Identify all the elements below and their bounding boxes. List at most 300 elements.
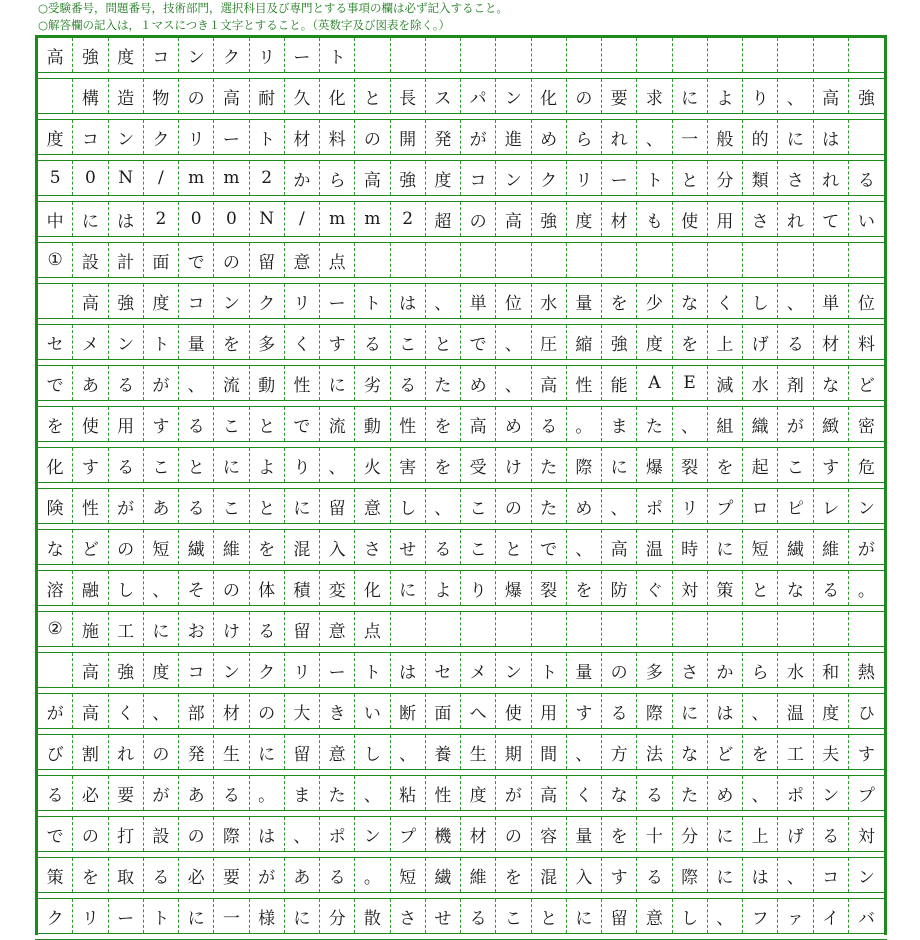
answer-cell[interactable]: た bbox=[426, 366, 461, 400]
answer-cell[interactable]: 部 bbox=[179, 694, 214, 728]
answer-cell[interactable]: 期 bbox=[496, 735, 531, 769]
answer-cell[interactable]: に bbox=[179, 899, 214, 933]
answer-cell[interactable]: は bbox=[814, 120, 849, 154]
answer-cell[interactable]: パ bbox=[461, 79, 496, 113]
answer-cell[interactable]: す bbox=[144, 407, 179, 441]
answer-cell[interactable]: 工 bbox=[109, 612, 144, 646]
answer-cell[interactable] bbox=[391, 612, 426, 646]
answer-cell[interactable]: の bbox=[179, 817, 214, 851]
answer-cell[interactable]: 0 bbox=[214, 202, 249, 236]
answer-cell[interactable]: 使 bbox=[673, 202, 708, 236]
answer-cell[interactable]: 火 bbox=[355, 448, 390, 482]
answer-cell[interactable]: 高 bbox=[73, 694, 108, 728]
answer-cell[interactable]: 意 bbox=[355, 489, 390, 523]
answer-cell[interactable]: 開 bbox=[391, 120, 426, 154]
answer-cell[interactable]: 度 bbox=[144, 284, 179, 318]
answer-cell[interactable]: コ bbox=[144, 38, 179, 72]
answer-cell[interactable]: 減 bbox=[708, 366, 743, 400]
answer-cell[interactable]: 防 bbox=[602, 571, 637, 605]
answer-cell[interactable] bbox=[637, 243, 672, 277]
answer-cell[interactable]: め bbox=[567, 489, 602, 523]
answer-cell[interactable]: す bbox=[857, 744, 875, 765]
answer-cell[interactable]: の bbox=[109, 530, 144, 564]
answer-cell[interactable]: の bbox=[250, 694, 285, 728]
answer-cell[interactable]: 留 bbox=[320, 489, 355, 523]
answer-cell[interactable]: 、 bbox=[144, 694, 179, 728]
answer-cell[interactable]: 材 bbox=[814, 325, 849, 359]
answer-cell[interactable]: れ bbox=[109, 735, 144, 769]
answer-cell[interactable]: 、 bbox=[426, 489, 461, 523]
answer-cell[interactable]: 、 bbox=[567, 530, 602, 564]
answer-cell[interactable]: げ bbox=[743, 325, 778, 359]
answer-cell[interactable] bbox=[637, 38, 672, 72]
answer-cell[interactable]: ク bbox=[144, 120, 179, 154]
answer-cell[interactable]: 温 bbox=[637, 530, 672, 564]
answer-cell[interactable]: 2 bbox=[391, 202, 426, 236]
answer-cell[interactable]: 溶 bbox=[38, 571, 73, 605]
answer-cell[interactable]: レ bbox=[814, 489, 849, 523]
answer-cell[interactable]: 留 bbox=[285, 612, 320, 646]
answer-cell[interactable]: 強 bbox=[109, 284, 144, 318]
answer-cell[interactable]: 水 bbox=[778, 653, 813, 687]
answer-cell[interactable]: 材 bbox=[602, 202, 637, 236]
answer-cell[interactable]: 機 bbox=[426, 817, 461, 851]
answer-cell[interactable]: 0 bbox=[73, 161, 108, 195]
answer-cell[interactable]: N bbox=[250, 202, 285, 236]
answer-cell[interactable]: 爆 bbox=[637, 448, 672, 482]
answer-cell[interactable]: ン bbox=[496, 653, 531, 687]
answer-cell[interactable]: あ bbox=[285, 858, 320, 892]
answer-cell[interactable] bbox=[814, 38, 849, 72]
answer-cell[interactable] bbox=[391, 38, 426, 72]
answer-cell[interactable]: コ bbox=[461, 161, 496, 195]
answer-cell[interactable]: 的 bbox=[743, 120, 778, 154]
answer-cell[interactable]: 大 bbox=[285, 694, 320, 728]
answer-cell[interactable]: 使 bbox=[496, 694, 531, 728]
answer-cell[interactable]: 施 bbox=[73, 612, 108, 646]
answer-cell[interactable]: 進 bbox=[496, 120, 531, 154]
answer-cell[interactable]: 化 bbox=[38, 448, 73, 482]
answer-cell[interactable]: る bbox=[144, 858, 179, 892]
answer-cell[interactable]: 一 bbox=[214, 899, 249, 933]
answer-cell[interactable] bbox=[426, 612, 461, 646]
answer-cell[interactable]: に bbox=[73, 202, 108, 236]
answer-cell[interactable]: 策 bbox=[38, 858, 73, 892]
answer-cell[interactable]: 入 bbox=[567, 858, 602, 892]
answer-cell[interactable]: の bbox=[214, 243, 249, 277]
answer-cell[interactable]: 単 bbox=[461, 284, 496, 318]
answer-cell[interactable]: N bbox=[109, 161, 144, 195]
answer-cell[interactable]: 性 bbox=[426, 776, 461, 810]
answer-cell[interactable]: プ bbox=[857, 785, 875, 806]
answer-cell[interactable]: ト bbox=[144, 899, 179, 933]
answer-cell[interactable] bbox=[496, 243, 531, 277]
answer-cell[interactable]: ト bbox=[637, 161, 672, 195]
answer-cell[interactable]: を bbox=[567, 571, 602, 605]
answer-cell[interactable]: 、 bbox=[743, 776, 778, 810]
answer-cell[interactable]: 度 bbox=[144, 653, 179, 687]
answer-cell[interactable]: る bbox=[814, 817, 849, 851]
answer-cell[interactable]: ① bbox=[38, 243, 73, 277]
answer-cell[interactable]: こ bbox=[144, 448, 179, 482]
answer-cell[interactable]: 面 bbox=[426, 694, 461, 728]
answer-cell[interactable]: こ bbox=[461, 530, 496, 564]
answer-cell[interactable]: は bbox=[391, 284, 426, 318]
answer-cell[interactable]: ト bbox=[320, 38, 355, 72]
answer-cell[interactable]: ク bbox=[250, 284, 285, 318]
answer-cell[interactable]: 0 bbox=[179, 202, 214, 236]
answer-cell[interactable]: て bbox=[814, 202, 849, 236]
answer-cell[interactable]: 高 bbox=[532, 776, 567, 810]
answer-cell[interactable]: 起 bbox=[743, 448, 778, 482]
answer-cell[interactable]: 分 bbox=[708, 161, 743, 195]
answer-cell[interactable] bbox=[532, 612, 567, 646]
answer-cell[interactable]: め bbox=[532, 120, 567, 154]
answer-cell[interactable]: に bbox=[285, 899, 320, 933]
answer-cell[interactable]: 多 bbox=[637, 653, 672, 687]
answer-cell[interactable]: た bbox=[637, 407, 672, 441]
answer-cell[interactable]: 劣 bbox=[355, 366, 390, 400]
answer-cell[interactable]: 強 bbox=[532, 202, 567, 236]
answer-cell[interactable]: ン bbox=[496, 79, 531, 113]
answer-cell[interactable]: を bbox=[426, 407, 461, 441]
answer-cell[interactable]: す bbox=[567, 694, 602, 728]
answer-cell[interactable]: も bbox=[637, 202, 672, 236]
answer-cell[interactable]: 物 bbox=[144, 79, 179, 113]
answer-cell[interactable]: さ bbox=[391, 899, 426, 933]
answer-cell[interactable]: 和 bbox=[814, 653, 849, 687]
answer-cell[interactable] bbox=[849, 612, 884, 646]
answer-cell[interactable]: ト bbox=[144, 325, 179, 359]
answer-cell[interactable]: 組 bbox=[708, 407, 743, 441]
answer-cell[interactable]: 、 bbox=[567, 735, 602, 769]
answer-cell[interactable]: ピ bbox=[778, 489, 813, 523]
answer-cell[interactable]: 計 bbox=[109, 243, 144, 277]
answer-cell[interactable] bbox=[708, 38, 743, 72]
answer-cell[interactable]: を bbox=[602, 817, 637, 851]
answer-cell[interactable]: 性 bbox=[567, 366, 602, 400]
answer-cell[interactable]: ー bbox=[285, 38, 320, 72]
answer-cell[interactable]: ー bbox=[320, 284, 355, 318]
answer-cell[interactable]: の bbox=[355, 120, 390, 154]
answer-cell[interactable]: 類 bbox=[743, 161, 778, 195]
answer-cell[interactable]: に bbox=[285, 489, 320, 523]
answer-cell[interactable]: に bbox=[214, 448, 249, 482]
answer-cell[interactable]: 繊 bbox=[179, 530, 214, 564]
answer-cell[interactable]: く bbox=[567, 776, 602, 810]
answer-cell[interactable]: 、 bbox=[778, 858, 813, 892]
answer-cell[interactable] bbox=[673, 243, 708, 277]
answer-cell[interactable]: は bbox=[708, 694, 743, 728]
answer-cell[interactable]: 、 bbox=[179, 366, 214, 400]
answer-cell[interactable]: の bbox=[567, 79, 602, 113]
answer-cell[interactable]: 高 bbox=[461, 407, 496, 441]
answer-cell[interactable]: 化 bbox=[320, 79, 355, 113]
answer-cell[interactable]: の bbox=[179, 79, 214, 113]
answer-cell[interactable]: で bbox=[532, 530, 567, 564]
answer-cell[interactable] bbox=[849, 38, 884, 72]
answer-cell[interactable]: が bbox=[857, 539, 875, 560]
answer-cell[interactable]: 、 bbox=[391, 735, 426, 769]
answer-cell[interactable]: く bbox=[285, 325, 320, 359]
answer-cell[interactable]: と bbox=[250, 407, 285, 441]
answer-cell[interactable] bbox=[602, 612, 637, 646]
answer-cell[interactable]: ポ bbox=[320, 817, 355, 851]
answer-cell[interactable]: は bbox=[743, 858, 778, 892]
answer-cell[interactable]: リ bbox=[179, 120, 214, 154]
answer-cell[interactable]: 度 bbox=[38, 120, 73, 154]
answer-cell[interactable]: ン bbox=[179, 38, 214, 72]
answer-cell[interactable]: 緻 bbox=[814, 407, 849, 441]
answer-cell[interactable]: ど bbox=[73, 530, 108, 564]
answer-cell[interactable]: よ bbox=[426, 571, 461, 605]
answer-cell[interactable]: 意 bbox=[637, 899, 672, 933]
answer-cell[interactable]: 高 bbox=[355, 161, 390, 195]
answer-cell[interactable]: 位 bbox=[857, 293, 875, 314]
answer-cell[interactable]: 2 bbox=[250, 161, 285, 195]
answer-cell[interactable]: ン bbox=[857, 867, 875, 888]
answer-cell[interactable]: か bbox=[285, 161, 320, 195]
answer-cell[interactable]: A bbox=[637, 366, 672, 400]
answer-cell[interactable]: 、 bbox=[426, 284, 461, 318]
answer-cell[interactable]: 意 bbox=[320, 612, 355, 646]
answer-cell[interactable]: 、 bbox=[743, 694, 778, 728]
answer-cell[interactable]: に bbox=[708, 858, 743, 892]
answer-cell[interactable]: が bbox=[250, 858, 285, 892]
answer-cell[interactable]: に bbox=[144, 612, 179, 646]
answer-cell[interactable]: を bbox=[602, 284, 637, 318]
answer-cell[interactable]: 熱 bbox=[857, 662, 875, 683]
answer-cell[interactable]: に bbox=[673, 694, 708, 728]
answer-cell[interactable]: 留 bbox=[602, 899, 637, 933]
answer-cell[interactable] bbox=[814, 243, 849, 277]
answer-cell[interactable]: リ bbox=[285, 653, 320, 687]
answer-cell[interactable]: と bbox=[673, 161, 708, 195]
answer-cell[interactable]: に bbox=[602, 448, 637, 482]
answer-cell[interactable]: に bbox=[708, 817, 743, 851]
answer-cell[interactable]: 短 bbox=[743, 530, 778, 564]
answer-cell[interactable]: 粘 bbox=[391, 776, 426, 810]
answer-cell[interactable]: 間 bbox=[532, 735, 567, 769]
answer-cell[interactable]: と bbox=[250, 489, 285, 523]
answer-cell[interactable]: 生 bbox=[461, 735, 496, 769]
answer-cell[interactable]: 必 bbox=[179, 858, 214, 892]
answer-cell[interactable] bbox=[708, 612, 743, 646]
answer-cell[interactable]: と bbox=[496, 530, 531, 564]
answer-cell[interactable]: 分 bbox=[320, 899, 355, 933]
answer-cell[interactable]: 混 bbox=[532, 858, 567, 892]
answer-cell[interactable]: 強 bbox=[391, 161, 426, 195]
answer-cell[interactable]: ト bbox=[532, 653, 567, 687]
answer-cell[interactable]: れ bbox=[602, 120, 637, 154]
answer-cell[interactable]: 険 bbox=[38, 489, 73, 523]
answer-cell[interactable]: 量 bbox=[179, 325, 214, 359]
answer-cell[interactable]: れ bbox=[814, 161, 849, 195]
answer-cell[interactable]: 水 bbox=[532, 284, 567, 318]
answer-cell[interactable]: リ bbox=[285, 284, 320, 318]
answer-cell[interactable]: い bbox=[857, 211, 875, 232]
answer-cell[interactable]: る bbox=[214, 776, 249, 810]
answer-cell[interactable]: 変 bbox=[320, 571, 355, 605]
answer-cell[interactable]: が bbox=[38, 694, 73, 728]
answer-cell[interactable]: を bbox=[673, 325, 708, 359]
answer-cell[interactable]: と bbox=[532, 899, 567, 933]
answer-cell[interactable]: は bbox=[250, 817, 285, 851]
answer-cell[interactable]: る bbox=[179, 489, 214, 523]
answer-cell[interactable]: 養 bbox=[426, 735, 461, 769]
answer-cell[interactable]: 積 bbox=[285, 571, 320, 605]
answer-cell[interactable]: れ bbox=[778, 202, 813, 236]
answer-cell[interactable]: 害 bbox=[391, 448, 426, 482]
answer-cell[interactable]: ② bbox=[38, 612, 73, 646]
answer-cell[interactable]: な bbox=[602, 776, 637, 810]
answer-cell[interactable]: 性 bbox=[391, 407, 426, 441]
answer-cell[interactable]: 少 bbox=[637, 284, 672, 318]
answer-cell[interactable]: ン bbox=[109, 120, 144, 154]
answer-cell[interactable]: へ bbox=[461, 694, 496, 728]
answer-cell[interactable]: 造 bbox=[109, 79, 144, 113]
answer-cell[interactable]: ぐ bbox=[637, 571, 672, 605]
answer-cell[interactable]: の bbox=[496, 817, 531, 851]
answer-cell[interactable]: 。 bbox=[857, 580, 875, 601]
answer-cell[interactable]: た bbox=[320, 776, 355, 810]
answer-cell[interactable]: 量 bbox=[567, 284, 602, 318]
answer-cell[interactable]: ク bbox=[38, 899, 73, 933]
answer-cell[interactable]: 高 bbox=[532, 366, 567, 400]
answer-cell[interactable]: 法 bbox=[637, 735, 672, 769]
answer-cell[interactable]: ァ bbox=[778, 899, 813, 933]
answer-cell[interactable]: メ bbox=[461, 653, 496, 687]
answer-cell[interactable]: 維 bbox=[214, 530, 249, 564]
answer-cell[interactable]: 長 bbox=[391, 79, 426, 113]
answer-cell[interactable]: 点 bbox=[355, 612, 390, 646]
answer-cell[interactable]: 用 bbox=[109, 407, 144, 441]
answer-cell[interactable]: 圧 bbox=[532, 325, 567, 359]
answer-cell[interactable]: 久 bbox=[285, 79, 320, 113]
answer-cell[interactable]: 、 bbox=[496, 325, 531, 359]
answer-cell[interactable]: を bbox=[250, 530, 285, 564]
answer-cell[interactable]: の bbox=[73, 817, 108, 851]
answer-cell[interactable]: が bbox=[461, 120, 496, 154]
answer-cell[interactable]: 繊 bbox=[778, 530, 813, 564]
answer-cell[interactable]: 容 bbox=[532, 817, 567, 851]
answer-cell[interactable]: げ bbox=[778, 817, 813, 851]
answer-cell[interactable]: ー bbox=[602, 161, 637, 195]
answer-cell[interactable]: し bbox=[391, 489, 426, 523]
answer-cell[interactable]: る bbox=[637, 776, 672, 810]
answer-cell[interactable] bbox=[567, 38, 602, 72]
answer-cell[interactable] bbox=[849, 243, 884, 277]
answer-cell[interactable]: の bbox=[214, 571, 249, 605]
answer-cell[interactable]: 混 bbox=[285, 530, 320, 564]
answer-cell[interactable]: 際 bbox=[673, 858, 708, 892]
answer-cell[interactable]: 一 bbox=[673, 120, 708, 154]
answer-cell[interactable]: 般 bbox=[708, 120, 743, 154]
answer-cell[interactable]: 度 bbox=[426, 161, 461, 195]
answer-cell[interactable]: 織 bbox=[743, 407, 778, 441]
answer-cell[interactable]: 、 bbox=[355, 776, 390, 810]
answer-cell[interactable]: な bbox=[673, 284, 708, 318]
answer-cell[interactable]: る bbox=[461, 899, 496, 933]
answer-cell[interactable]: 構 bbox=[73, 79, 108, 113]
answer-cell[interactable]: で bbox=[285, 407, 320, 441]
answer-cell[interactable] bbox=[496, 38, 531, 72]
answer-cell[interactable]: に bbox=[391, 571, 426, 605]
answer-cell[interactable]: 生 bbox=[214, 735, 249, 769]
answer-cell[interactable]: 点 bbox=[320, 243, 355, 277]
answer-cell[interactable]: に bbox=[250, 735, 285, 769]
answer-cell[interactable]: m bbox=[355, 202, 390, 236]
answer-cell[interactable]: ひ bbox=[857, 703, 875, 724]
answer-cell[interactable]: を bbox=[708, 448, 743, 482]
answer-cell[interactable]: り bbox=[285, 448, 320, 482]
answer-cell[interactable]: 温 bbox=[778, 694, 813, 728]
answer-cell[interactable]: の bbox=[602, 653, 637, 687]
answer-cell[interactable]: フ bbox=[743, 899, 778, 933]
answer-cell[interactable]: い bbox=[355, 694, 390, 728]
answer-cell[interactable]: る bbox=[250, 612, 285, 646]
answer-cell[interactable]: 面 bbox=[144, 243, 179, 277]
answer-cell[interactable]: が bbox=[109, 489, 144, 523]
answer-cell[interactable]: す bbox=[602, 858, 637, 892]
answer-cell[interactable]: 夫 bbox=[814, 735, 849, 769]
answer-cell[interactable]: と bbox=[355, 79, 390, 113]
answer-cell[interactable]: 強 bbox=[602, 325, 637, 359]
answer-cell[interactable]: に bbox=[673, 79, 708, 113]
answer-cell[interactable]: 対 bbox=[857, 826, 875, 847]
answer-cell[interactable] bbox=[496, 612, 531, 646]
answer-cell[interactable]: が bbox=[144, 366, 179, 400]
answer-cell[interactable] bbox=[461, 612, 496, 646]
answer-cell[interactable]: ー bbox=[109, 899, 144, 933]
answer-cell[interactable] bbox=[778, 243, 813, 277]
answer-cell[interactable]: せ bbox=[426, 899, 461, 933]
answer-cell[interactable]: と bbox=[179, 448, 214, 482]
answer-cell[interactable] bbox=[743, 38, 778, 72]
answer-cell[interactable]: し bbox=[109, 571, 144, 605]
answer-cell[interactable]: 要 bbox=[602, 79, 637, 113]
answer-cell[interactable]: ー bbox=[320, 653, 355, 687]
answer-cell[interactable]: 材 bbox=[285, 120, 320, 154]
answer-cell[interactable]: お bbox=[179, 612, 214, 646]
answer-cell[interactable]: で bbox=[38, 366, 73, 400]
answer-cell[interactable] bbox=[38, 653, 73, 687]
answer-cell[interactable]: 5 bbox=[38, 161, 73, 195]
answer-cell[interactable] bbox=[426, 38, 461, 72]
answer-cell[interactable]: す bbox=[320, 325, 355, 359]
answer-cell[interactable]: ポ bbox=[637, 489, 672, 523]
answer-cell[interactable]: 度 bbox=[461, 776, 496, 810]
answer-cell[interactable]: 高 bbox=[602, 530, 637, 564]
answer-cell[interactable]: あ bbox=[73, 366, 108, 400]
answer-cell[interactable] bbox=[391, 243, 426, 277]
answer-cell[interactable] bbox=[567, 243, 602, 277]
answer-cell[interactable]: 高 bbox=[496, 202, 531, 236]
answer-cell[interactable]: 発 bbox=[426, 120, 461, 154]
answer-cell[interactable]: 裂 bbox=[673, 448, 708, 482]
answer-cell[interactable]: 体 bbox=[250, 571, 285, 605]
answer-cell[interactable]: め bbox=[708, 776, 743, 810]
answer-cell[interactable]: ど bbox=[708, 735, 743, 769]
answer-cell[interactable]: 流 bbox=[320, 407, 355, 441]
answer-cell[interactable]: で bbox=[461, 325, 496, 359]
answer-cell[interactable] bbox=[355, 38, 390, 72]
answer-cell[interactable] bbox=[849, 120, 884, 154]
answer-cell[interactable]: 際 bbox=[637, 694, 672, 728]
answer-cell[interactable]: さ bbox=[778, 161, 813, 195]
answer-cell[interactable]: び bbox=[38, 735, 73, 769]
answer-cell[interactable]: こ bbox=[461, 489, 496, 523]
